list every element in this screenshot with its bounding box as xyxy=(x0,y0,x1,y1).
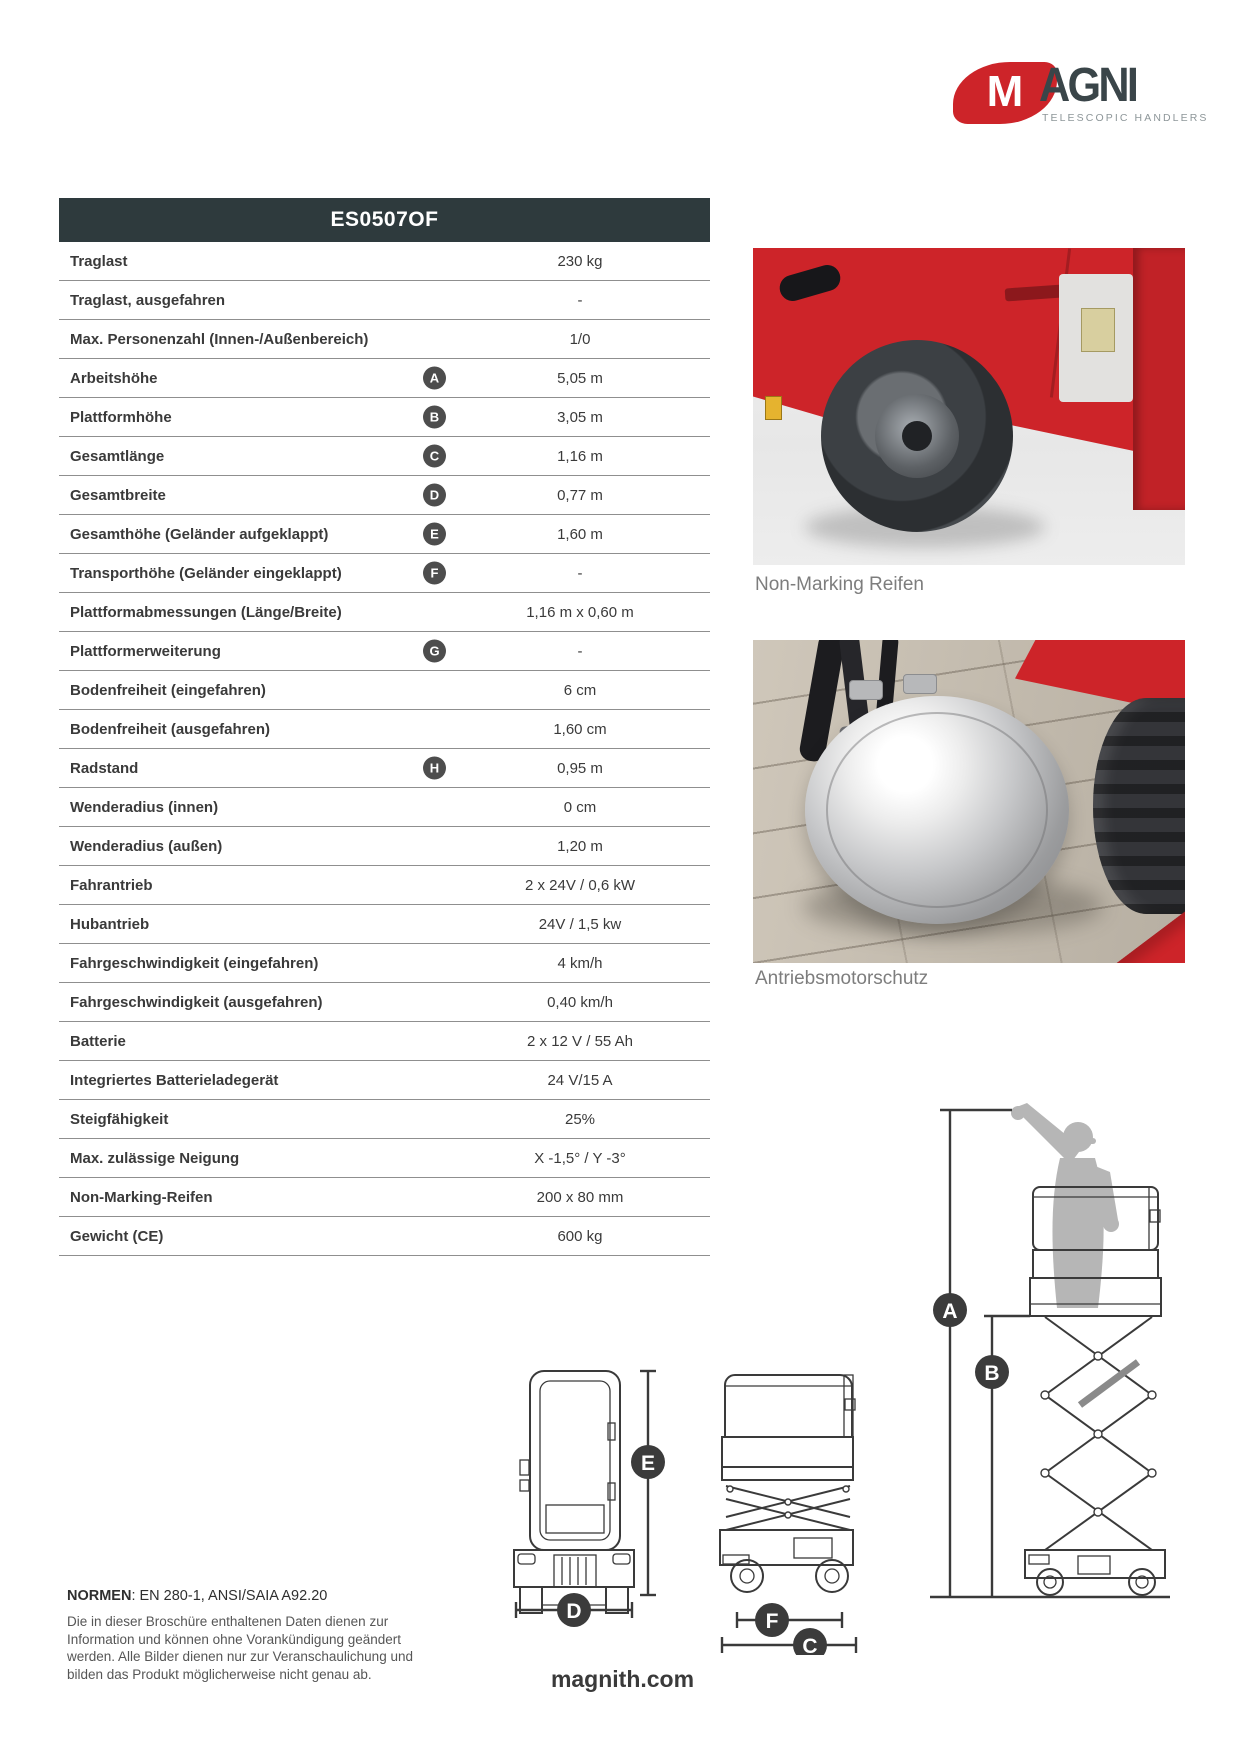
row-label: Gesamtbreite xyxy=(70,486,166,504)
table-row xyxy=(59,320,710,359)
dimension-badge: E xyxy=(423,523,446,546)
row-value: 2 x 12 V / 55 Ah xyxy=(527,1032,633,1050)
badge-A xyxy=(933,1293,967,1327)
website-text: magnith.com xyxy=(550,1666,695,1692)
logo-tagline: TELESCOPIC HANDLERS xyxy=(1042,112,1209,124)
table-row xyxy=(59,359,710,398)
row-label: Steigfähigkeit xyxy=(70,1110,169,1128)
table-row xyxy=(59,398,710,437)
row-value: 25% xyxy=(564,1110,596,1128)
spec-table-header xyxy=(59,198,710,242)
row-value: 0,40 km/h xyxy=(547,993,613,1011)
row-label: Fahrantrieb xyxy=(70,876,153,894)
row-value: 24V / 1,5 kw xyxy=(538,915,622,933)
motor-seam-ring xyxy=(826,712,1048,908)
table-row xyxy=(59,1217,710,1256)
row-label: Wenderadius (außen) xyxy=(70,837,223,855)
logo-wordmark: AGNI xyxy=(1039,59,1137,112)
spec-table xyxy=(59,198,710,1256)
row-value: 230 kg xyxy=(557,252,603,270)
table-row xyxy=(59,632,710,671)
table-row xyxy=(59,827,710,866)
table-row xyxy=(59,749,710,788)
row-value: 2 x 24V / 0,6 kW xyxy=(524,876,636,894)
table-row xyxy=(59,437,710,476)
row-value: 1,20 m xyxy=(557,837,603,855)
table-row xyxy=(59,593,710,632)
row-label: Bodenfreiheit (eingefahren) xyxy=(70,681,266,699)
svg-text:F: F xyxy=(765,1610,779,1633)
dimension-badge: F xyxy=(423,562,446,585)
row-value: - xyxy=(577,642,583,660)
motor-terminal xyxy=(849,680,883,700)
row-label: Fahrgeschwindigkeit (eingefahren) xyxy=(70,954,319,972)
row-label: Traglast xyxy=(70,252,128,270)
table-row xyxy=(59,554,710,593)
row-label: Gesamtlänge xyxy=(70,447,165,465)
normen-label: NORMEN xyxy=(67,1588,132,1604)
row-label: Plattformerweiterung xyxy=(70,642,221,660)
row-label: Wenderadius (innen) xyxy=(70,798,219,816)
row-value: 600 kg xyxy=(557,1227,603,1245)
table-row xyxy=(59,788,710,827)
svg-text:E: E xyxy=(640,1452,656,1475)
row-value: 6 cm xyxy=(563,681,597,699)
photo-caption-1: Non-Marking Reifen xyxy=(755,574,924,595)
row-value: 1,60 cm xyxy=(553,720,607,738)
row-value: X -1,5° / Y -3° xyxy=(534,1149,626,1167)
normen-line xyxy=(67,1588,327,1604)
spec-table-rows xyxy=(59,242,710,1256)
disclaimer-text: Die in dieser Broschüre enthaltenen Daten dienen zur Information und können ohne Vorankündigung geändert werden. Alle Bilder dienen nur zur Veranschaulichung und bilden das Produkt möglicherweise nicht genau ab. xyxy=(67,1614,413,1682)
row-label: Gewicht (CE) xyxy=(70,1227,164,1245)
table-row xyxy=(59,1139,710,1178)
body-label xyxy=(1081,308,1115,352)
dimension-badge: G xyxy=(423,640,446,663)
row-value: 4 km/h xyxy=(557,954,603,972)
table-row xyxy=(59,242,710,281)
table-row xyxy=(59,1100,710,1139)
non-marking-tyre xyxy=(821,340,1013,532)
badge-B xyxy=(975,1355,1009,1389)
row-label: Max. Personenzahl (Innen-/Außenbereich) xyxy=(70,330,369,348)
front-view-drawing xyxy=(514,1371,634,1613)
height-diagram xyxy=(930,1100,1180,1600)
table-row xyxy=(59,944,710,983)
row-value: 24 V/15 A xyxy=(547,1071,613,1089)
logo-m: M xyxy=(986,67,1024,116)
row-value: 0,95 m xyxy=(557,759,603,777)
row-label: Max. zulässige Neigung xyxy=(70,1149,240,1167)
dimension-badge: A xyxy=(423,367,446,390)
wheel-photo xyxy=(753,248,1185,565)
drive-motor-cylinder xyxy=(805,696,1069,924)
row-label: Transporthöhe (Geländer eingeklappt) xyxy=(70,564,342,582)
svg-text:A: A xyxy=(942,1300,958,1323)
motor-terminal xyxy=(903,674,937,694)
photo-caption-2: Antriebsmotorschutz xyxy=(755,968,929,989)
motor-photo xyxy=(753,640,1185,963)
dimension-badge: C xyxy=(423,445,446,468)
table-row xyxy=(59,1061,710,1100)
magni-logo xyxy=(953,59,1209,135)
row-label: Fahrgeschwindigkeit (ausgefahren) xyxy=(70,993,323,1011)
table-row xyxy=(59,983,710,1022)
table-row xyxy=(59,515,710,554)
row-value: 5,05 m xyxy=(557,369,603,387)
row-value: 200 x 80 mm xyxy=(536,1188,624,1206)
table-row xyxy=(59,1022,710,1061)
row-value: - xyxy=(577,564,583,582)
side-view-drawing xyxy=(720,1375,855,1592)
row-label: Traglast, ausgefahren xyxy=(70,291,226,309)
row-value: 1,16 m x 0,60 m xyxy=(526,603,634,621)
warning-sticker xyxy=(765,396,782,420)
row-value: 3,05 m xyxy=(557,408,603,426)
row-value: 0,77 m xyxy=(557,486,603,504)
table-row xyxy=(59,905,710,944)
svg-text:B: B xyxy=(984,1362,1000,1385)
dimension-badge: D xyxy=(423,484,446,507)
badge-C xyxy=(793,1628,827,1655)
row-label: Bodenfreiheit (ausgefahren) xyxy=(70,720,271,738)
row-label: Hubantrieb xyxy=(70,915,150,933)
svg-text:C: C xyxy=(802,1635,818,1655)
dimension-badge: B xyxy=(423,406,446,429)
table-row xyxy=(59,476,710,515)
badge-D xyxy=(557,1593,591,1627)
row-label: Integriertes Batterieladegerät xyxy=(70,1071,279,1089)
table-row xyxy=(59,281,710,320)
row-label: Arbeitshöhe xyxy=(70,369,158,387)
row-label: Gesamthöhe (Geländer aufgeklappt) xyxy=(70,525,329,543)
row-label: Batterie xyxy=(70,1032,126,1050)
table-row xyxy=(59,866,710,905)
row-label: Non-Marking-Reifen xyxy=(70,1188,213,1206)
row-label: Plattformabmessungen (Länge/Breite) xyxy=(70,603,342,621)
badge-E xyxy=(631,1445,665,1479)
row-value: 1/0 xyxy=(569,330,591,348)
row-value: 1,60 m xyxy=(557,525,603,543)
row-label: Plattformhöhe xyxy=(70,408,172,426)
table-row xyxy=(59,671,710,710)
machine-mast xyxy=(1133,248,1185,510)
table-row xyxy=(59,710,710,749)
svg-text:D: D xyxy=(566,1600,582,1623)
dimension-drawings xyxy=(500,1365,870,1655)
row-value: 1,16 m xyxy=(557,447,603,465)
row-value: - xyxy=(577,291,583,309)
model-title: ES0507OF xyxy=(330,208,439,231)
badge-F xyxy=(755,1603,789,1637)
dimension-badge: H xyxy=(423,757,446,780)
row-value: 0 cm xyxy=(563,798,597,816)
normen-value: : EN 280-1, ANSI/SAIA A92.20 xyxy=(131,1588,328,1604)
table-row xyxy=(59,1178,710,1217)
row-label: Radstand xyxy=(70,759,139,777)
